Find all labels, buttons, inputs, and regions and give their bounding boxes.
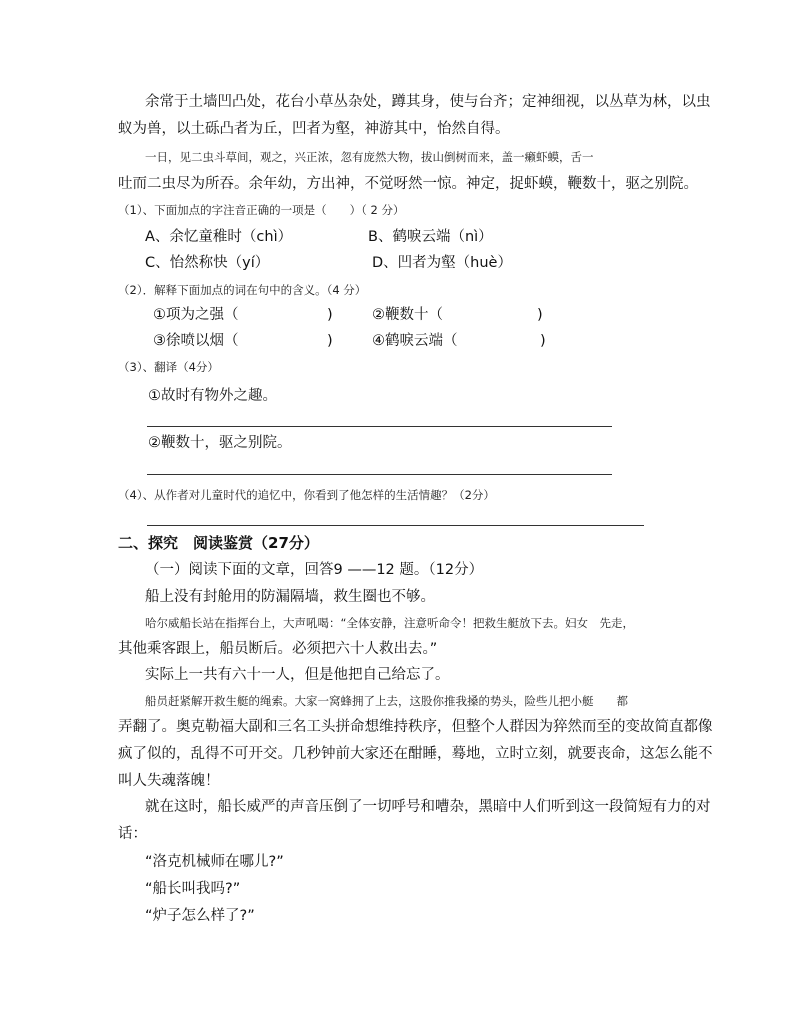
q2-item-3: ③徐喷以烟（ [153,333,239,349]
q3-sentence-2: ②鞭数十，驱之别院。 [148,435,292,451]
story-line: 实际上一共有六十一人，但是他把自己给忘了。 [145,667,450,683]
q4-answer-line[interactable] [147,525,644,526]
q2-item-4-close: ) [540,333,546,349]
classical-para1-line1: 余常于土墙凹凸处，花台小草丛杂处，蹲其身，使与台齐；定神细视，以丛草为林，以虫 [145,94,711,110]
q3-sentence-1: ①故时有物外之趣。 [148,388,277,404]
dialogue-line: “船长叫我吗?” [145,881,241,897]
q2-item-1-close: ) [327,307,333,323]
section-intro: （一）阅读下面的文章，回答9 ——12 题。（12分） [145,562,484,578]
q2-item-3-close: ) [327,333,333,349]
q4-stem: （4）、从作者对儿童时代的追忆中，你看到了他怎样的生活情趣？（2分） [118,488,495,502]
q1-stem: （1）、下面加点的字注音正确的一项是（ ）（ 2 分） [118,203,405,217]
classical-para2-line2: 吐而二虫尽为所吞。余年幼，方出神，不觉呀然一惊。神定，捉虾蟆，鞭数十，驱之别院。 [118,176,698,192]
story-line: 疯了似的，乱得不可开交。几秒钟前大家还在酣睡，蓦地，立时立刻，就要丧命，这怎么能不 [118,746,713,762]
q1-option-c: C、怡然称快（yí） [145,255,270,271]
story-line: 叫人失魂落魄！ [118,773,220,789]
classical-para1-line2: 蚁为兽，以土砾凸者为丘，凹者为壑，神游其中，怡然自得。 [118,121,510,137]
q2-stem: （2）．解释下面加点的词在句中的含义。（4 分） [118,283,367,297]
q3-answer-line-2[interactable] [147,474,612,475]
section-title: 二、探究 阅读鉴赏（27分） [118,534,319,552]
q1-option-b: B、鹤唳云端（nì） [368,229,493,245]
q1-option-d: D、凹者为壑（huè） [372,255,512,271]
q2-item-2-close: ) [537,307,543,323]
story-line: 弄翻了。奥克勒福大副和三名工头拼命想维持秩序，但整个人群因为猝然而至的变故简直都像 [118,719,713,735]
dialogue-line: “洛克机械师在哪儿?” [145,854,284,870]
q3-stem: （3）、翻译（4分） [118,360,219,374]
q2-item-1: ①项为之强（ [153,307,239,323]
dialogue-line: “炉子怎么样了?” [145,908,255,924]
story-line: 就在这时，船长威严的声音压倒了一切呼号和嘈杂，黑暗中人们听到这一段简短有力的对 [145,799,711,815]
story-line: 哈尔威船长站在指挥台上，大声吼喝：“全体安静，注意听命令！把救生艇放下去。妇女 先走， [145,616,634,630]
q2-item-2: ②鞭数十（ [372,307,443,323]
q1-option-a: A、余忆童稚时（chì） [145,229,293,245]
story-line: 其他乘客跟上，船员断后。必须把六十人救出去。” [118,641,438,657]
story-line: 话： [118,826,147,842]
story-line: 船上没有封舱用的防漏隔墙，救生圈也不够。 [145,589,435,605]
q3-answer-line-1[interactable] [147,426,612,427]
classical-para2-line1: 一日，见二虫斗草间，观之，兴正浓，忽有庞然大物，拔山倒树而来，盖一癞虾蟆，舌一 [145,150,594,164]
q2-item-4: ④鹤唳云端（ [372,333,458,349]
story-line: 船员赶紧解开救生艇的绳索。大家一窝蜂拥了上去，这股你推我搡的势头，险些儿把小艇 都 [145,694,628,708]
